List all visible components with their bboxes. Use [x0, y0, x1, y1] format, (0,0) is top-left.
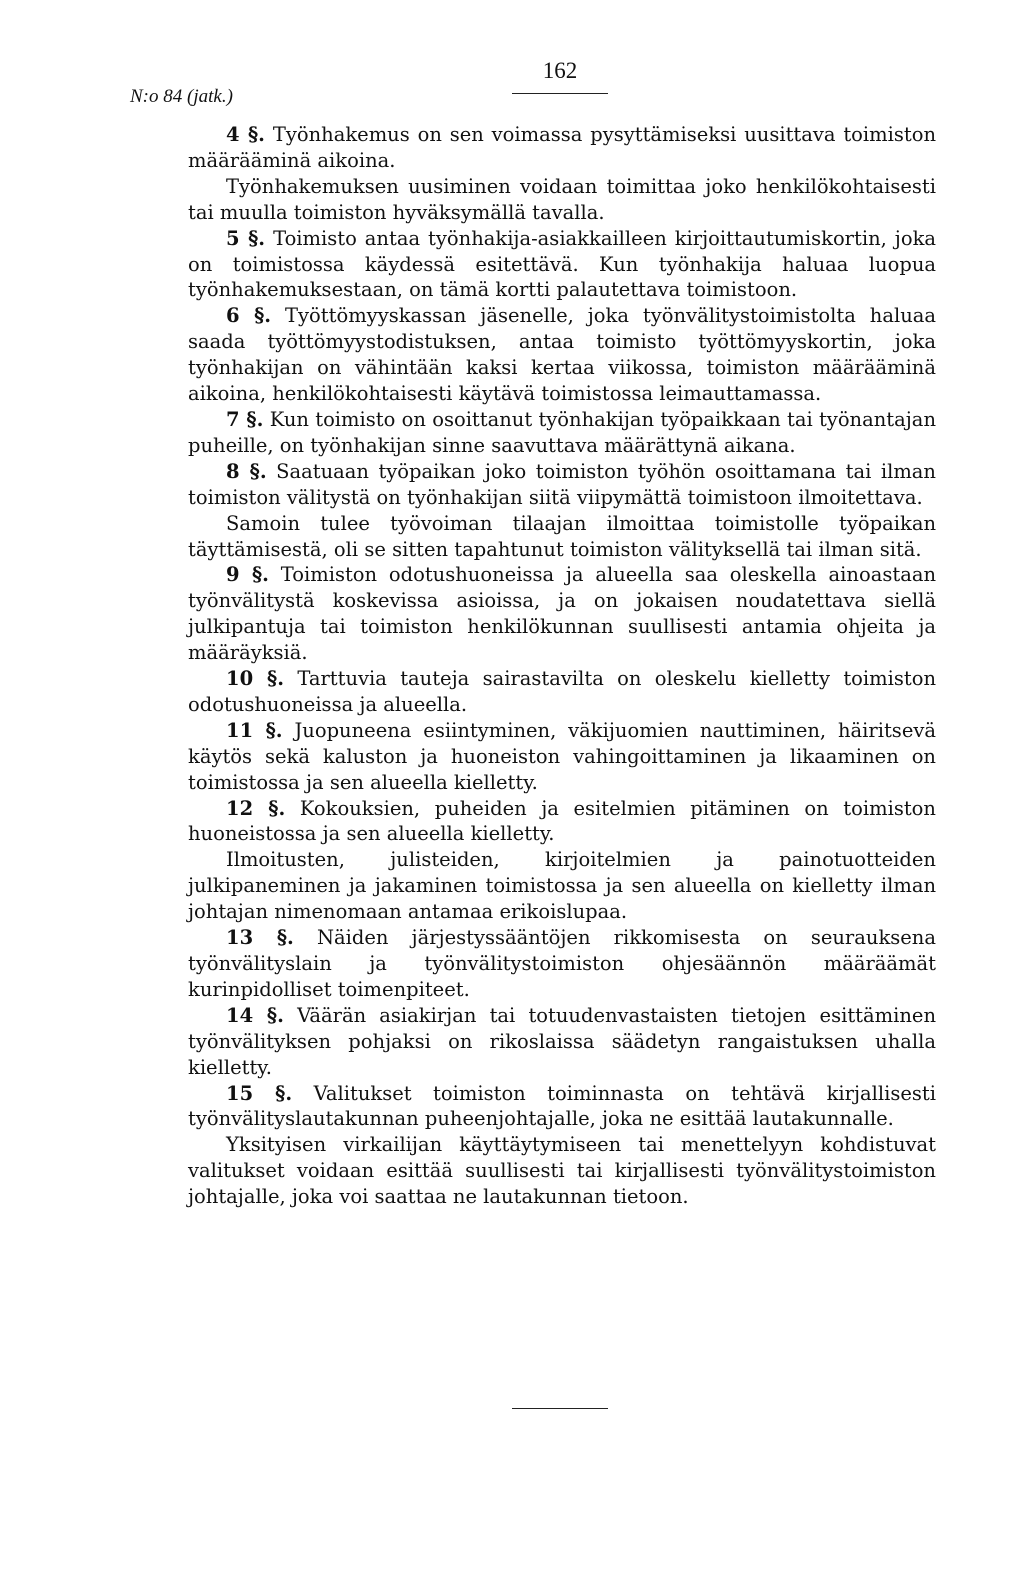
header-rule: [512, 93, 608, 94]
paragraph-6: [188, 303, 936, 407]
paragraph-text: Toimisto antaa työnhakija-asiakkailleen kirjoittautumiskortin, joka on toimistossa käydessä esitettävä. Kun työnhakija haluaa luopua työnhakemuksestaan, on tämä kortti palautettava toimistoon.: [188, 226, 937, 302]
section-number: 10 §.: [226, 667, 285, 691]
section-number: 9 §.: [226, 563, 269, 587]
paragraph-13: [188, 925, 936, 1003]
paragraph-text: Valitukset toimiston toiminnasta on tehtävä kirjallisesti työnvälityslautakunnan puheenjohtajalle, joka ne esittää lautakunnalle.: [188, 1081, 936, 1131]
section-number: 4 §.: [226, 123, 265, 146]
page-number: 162: [542, 58, 578, 83]
paragraph-9: [188, 562, 936, 666]
paragraph-text: Kun toimisto on osoittanut työnhakijan työpaikkaan tai työnantajan puheille, on työnhakijan sinne saavuttava määrättynä aikana.: [188, 407, 936, 457]
section-number: 8 §.: [226, 459, 267, 483]
document-body: [188, 122, 936, 1210]
paragraph-text: Samoin tulee työvoiman tilaajan ilmoittaa toimistolle työpaikan täyttämisestä, oli se sitten tapahtunut toimiston välityksellä tai ilman sitä.: [188, 511, 936, 561]
section-number: 13 §.: [226, 926, 294, 950]
paragraph-12: [188, 796, 936, 848]
section-number: 12 §.: [226, 796, 286, 820]
paragraph-4-continued: [188, 174, 936, 226]
paragraph-5: [188, 226, 936, 304]
paragraph-12-continued: [188, 847, 936, 925]
paragraph-text: Työnhakemuksen uusiminen voidaan toimittaa joko henkilökohtaisesti tai muulla toimiston hyväksymällä tavalla.: [188, 174, 936, 224]
paragraph-10: [188, 666, 936, 718]
paragraph-11: [188, 718, 936, 796]
paragraph-text: Väärän asiakirjan tai totuudenvastaisten tietojen esittäminen työnvälityksen pohjaksi on rikoslaissa säädetyn rangaistuksen uhalla kielletty.: [188, 1003, 936, 1079]
section-number: 7 §.: [226, 407, 264, 431]
paragraph-text: Tarttuvia tauteja sairastavilta on oleskelu kielletty toimiston odotushuoneissa ja alueella.: [188, 667, 936, 716]
section-number: 6 §.: [226, 304, 272, 328]
paragraph-text: Kokouksien, puheiden ja esitelmien pitäminen on toimiston huoneistossa ja sen alueella kielletty.: [188, 796, 936, 846]
header-reference: N:o 84 (jatk.): [130, 86, 233, 107]
footer-rule: [512, 1408, 608, 1409]
section-number: 11 §.: [226, 718, 283, 742]
paragraph-4: [188, 122, 936, 174]
paragraph-text: Työnhakemus on sen voimassa pysyttämiseksi uusittava toimiston määrääminä aikoina.: [188, 123, 937, 172]
paragraph-text: Saatuaan työpaikan joko toimiston työhön osoittamana tai ilman toimiston välitystä on työnhakijan siitä viipymättä toimistoon ilmoitettava.: [188, 459, 936, 509]
paragraph-text: Toimiston odotushuoneissa ja alueella saa oleskella ainoastaan työnvälitystä koskevissa asioissa, ja on jokaisen noudatettava siellä julkipantuja tai toimiston henkilökunnan suullisesti antamia ohjeita ja määräyksiä.: [188, 563, 937, 665]
paragraph-14: [188, 1003, 936, 1081]
paragraph-text: Näiden järjestyssääntöjen rikkomisesta on seurauksena työnvälityslain ja työnvälitystoimiston ohjesäännön määräämät kurinpidolliset toimenpiteet.: [188, 926, 936, 1001]
paragraph-text: Työttömyyskassan jäsenelle, joka työnvälitystoimistolta haluaa saada työttömyystodistuksen, antaa toimisto työttömyyskortin, joka työnhakijan on vähintään kaksi kertaa viikossa, toimiston määrääminä aikoina, henkilökohtaisesti käytävä toimistossa leimauttamassa.: [188, 304, 937, 406]
paragraph-7: [188, 407, 936, 459]
section-number: 15 §.: [226, 1081, 293, 1105]
section-number: 5 §.: [226, 226, 266, 250]
section-number: 14 §.: [226, 1003, 284, 1027]
paragraph-8-continued: [188, 511, 936, 563]
paragraph-15: [188, 1081, 936, 1133]
paragraph-text: Yksityisen virkailijan käyttäytymiseen tai menettelyyn kohdistuvat valitukset voidaan esittää suullisesti tai kirjallisesti työnvälitystoimiston johtajalle, joka voi saattaa ne lautakunnan tietoon.: [188, 1133, 936, 1209]
paragraph-8: [188, 459, 936, 511]
paragraph-text: Ilmoitusten, julisteiden, kirjoitelmien ja painotuotteiden julkipaneminen ja jakaminen toimistossa ja sen alueella on kielletty ilman johtajan nimenomaan antamaa erikoislupaa.: [188, 848, 936, 924]
paragraph-15-continued: [188, 1132, 936, 1210]
paragraph-text: Juopuneena esiintyminen, väkijuomien nauttiminen, häiritsevä käytös sekä kaluston ja huoneiston vahingoittaminen ja likaaminen on toimistossa ja sen alueella kielletty.: [188, 718, 936, 794]
